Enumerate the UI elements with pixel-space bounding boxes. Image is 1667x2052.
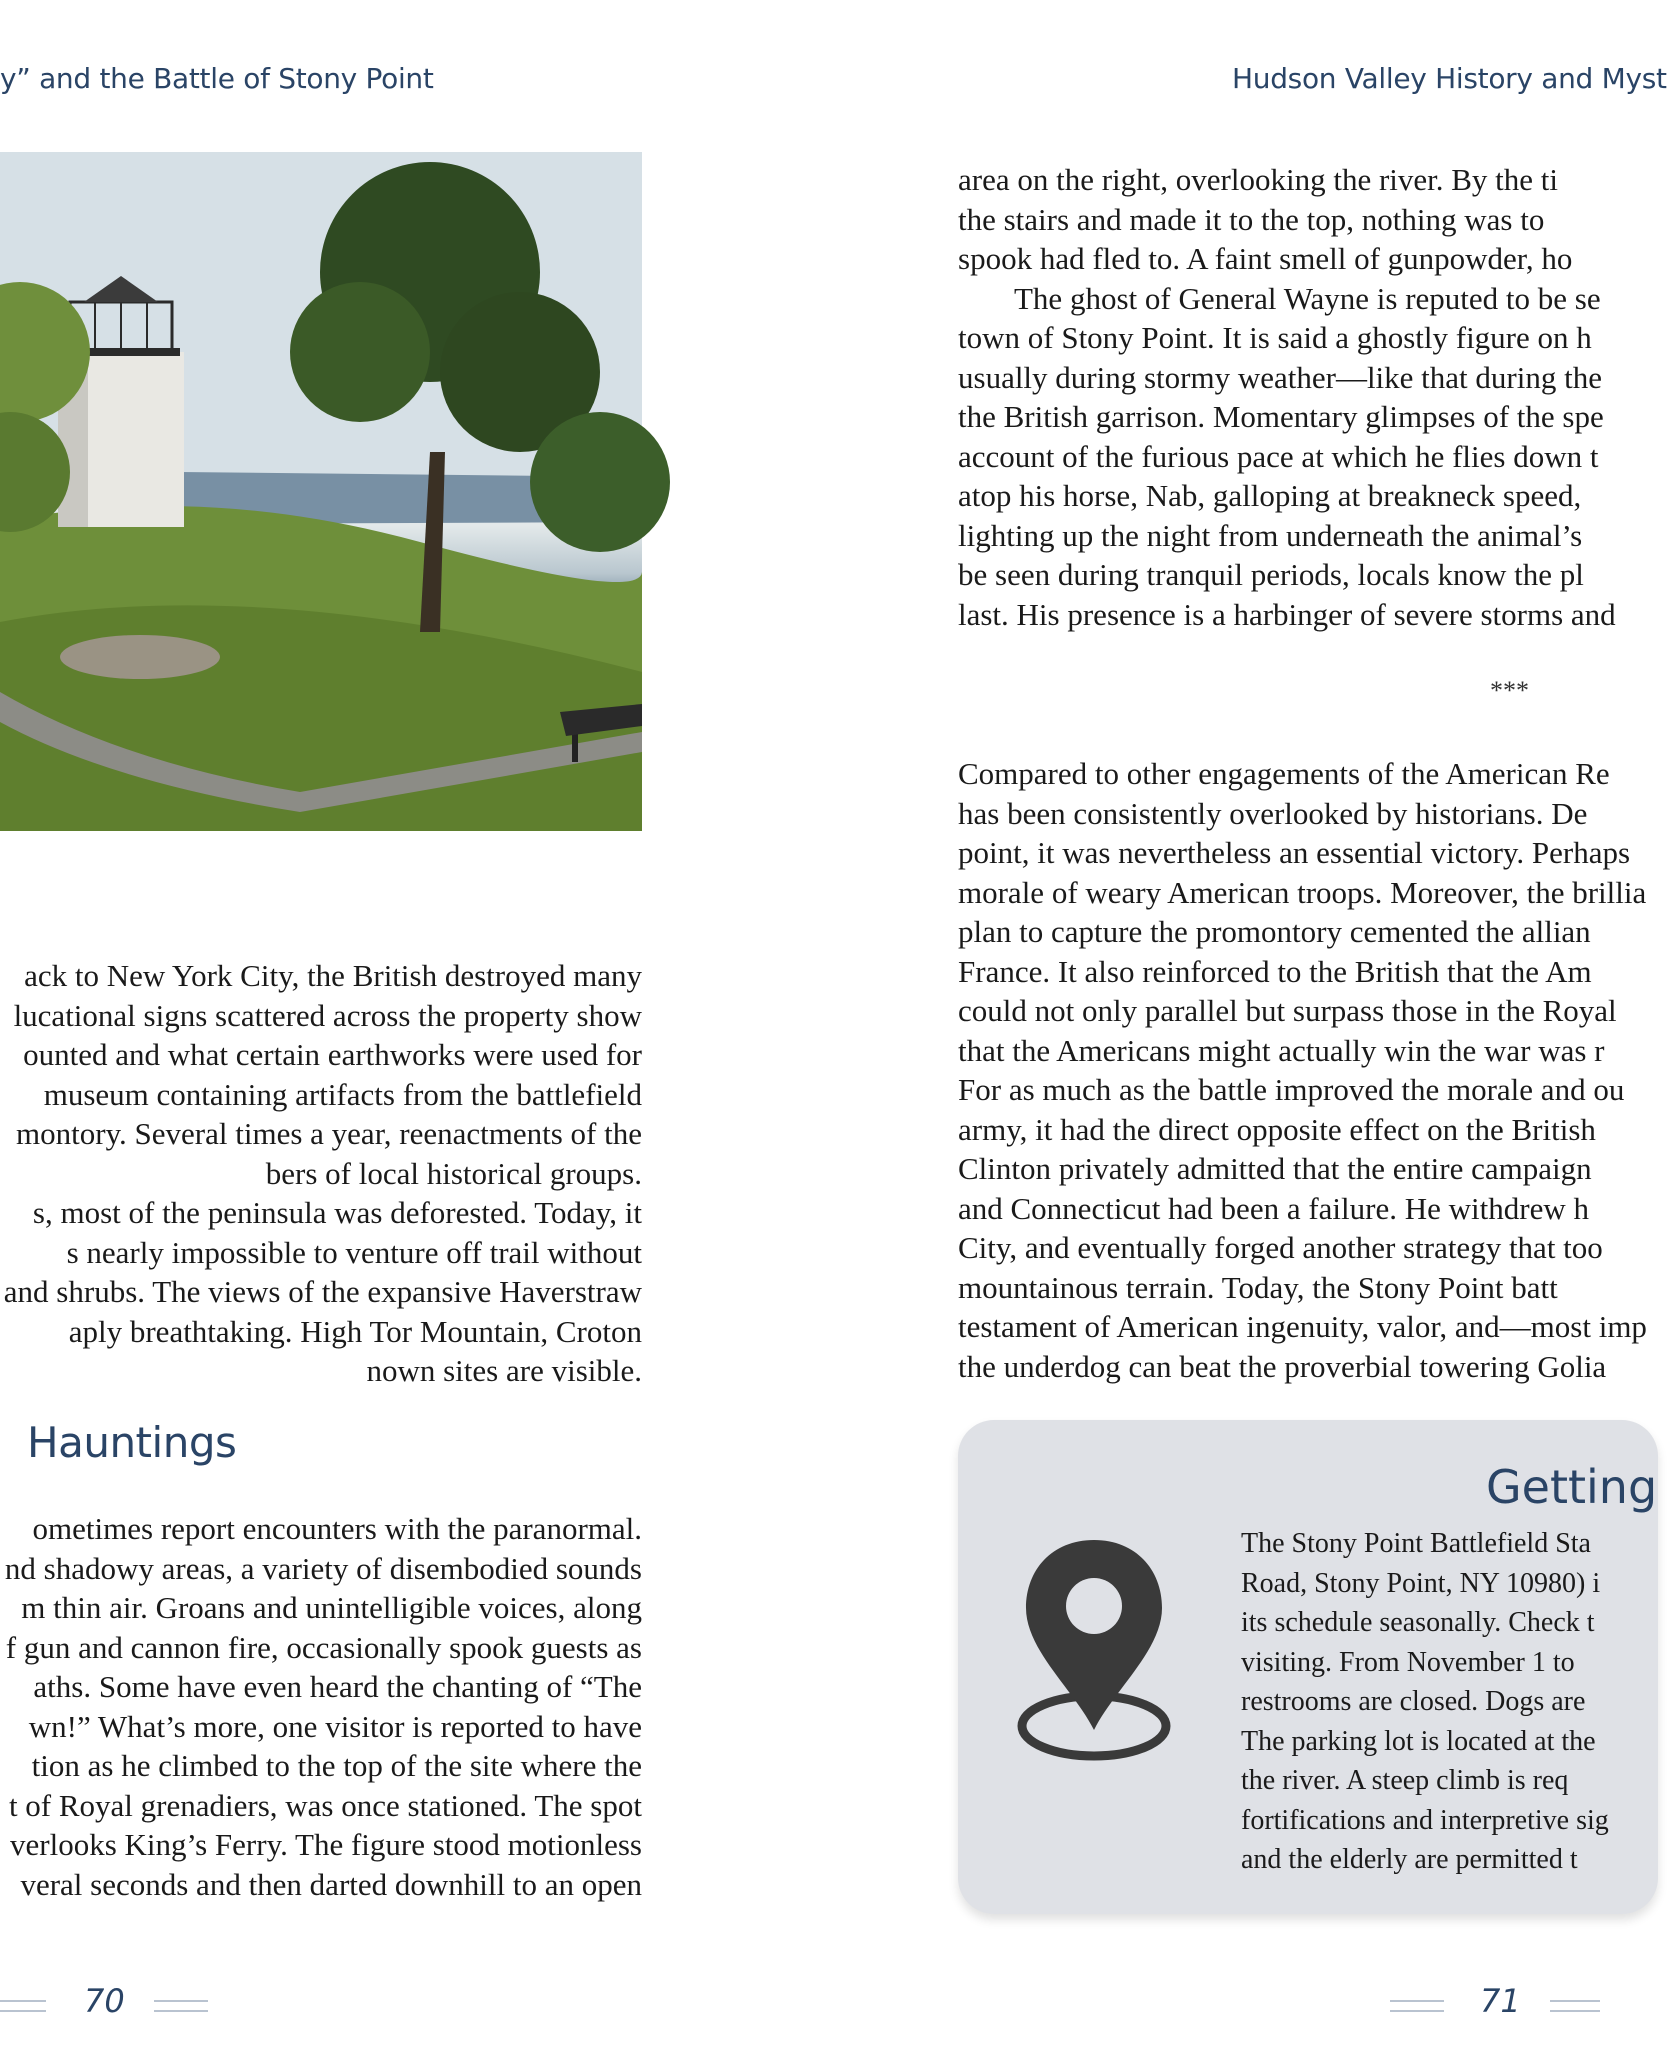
text-line: museum containing artifacts from the battlefield	[43, 1076, 642, 1112]
text-line: aths. Some have even heard the chanting of “The	[33, 1669, 642, 1704]
text-line: testament of American ingenuity, valor, and—most imp	[958, 1309, 1647, 1344]
right-page-ghost-paragraphs	[958, 160, 1616, 634]
text-line: montory. Several times a year, reenactments of the	[16, 1116, 642, 1151]
text-line: ounted and what certain earthworks were used for	[23, 1037, 642, 1072]
text-line: ack to New York City, the British destroyed many	[24, 958, 642, 993]
lighthouse-photo	[0, 152, 642, 831]
section-separator: ***	[1490, 676, 1529, 705]
text-line: the river. A steep climb is req	[1241, 1765, 1569, 1796]
page-number-ornament	[1550, 2000, 1600, 2012]
text-line: last. His presence is a harbinger of severe storms and	[958, 596, 1616, 632]
text-line: tion as he climbed to the top of the site where the	[31, 1748, 642, 1783]
running-head-right: Hudson Valley History and Myst	[1232, 62, 1667, 95]
text-line: could not only parallel but surpass those in the Royal	[958, 993, 1617, 1028]
text-line: nd shadowy areas, a variety of disembodied sounds	[4, 1550, 642, 1586]
page-number-ornament	[0, 2000, 46, 2012]
text-line: restrooms are closed. Dogs are	[1241, 1686, 1586, 1717]
text-line: and shrubs. The views of the expansive Haverstraw	[3, 1274, 642, 1309]
page-number-left: 70	[84, 1982, 125, 2020]
text-line: aply breathtaking. High Tor Mountain, Croton	[68, 1313, 642, 1349]
text-line: usually during stormy weather—like that during the	[958, 359, 1602, 395]
text-line: France. It also reinforced to the British that the Am	[958, 953, 1592, 989]
text-line: veral seconds and then darted downhill to an open	[20, 1866, 642, 1902]
text-line: plan to capture the promontory cemented the allian	[958, 914, 1591, 949]
text-line: point, it was nevertheless an essential victory. Perhaps	[958, 835, 1631, 870]
text-line: The parking lot is located at the	[1241, 1725, 1596, 1757]
text-line: town of Stony Point. It is said a ghostly figure on h	[958, 320, 1592, 355]
text-line: verlooks King’s Ferry. The figure stood motionless	[10, 1827, 642, 1862]
text-line: and Connecticut had been a failure. He withdrew h	[958, 1190, 1589, 1226]
text-line: and the elderly are permitted t	[1241, 1844, 1578, 1875]
text-line: t of Royal grenadiers, was once stationed. The spot	[8, 1787, 642, 1823]
sidebar-title: Getting	[1486, 1460, 1658, 1514]
running-head-left: y” and the Battle of Stony Point	[0, 62, 434, 95]
text-line: City, and eventually forged another strategy that too	[958, 1230, 1603, 1265]
text-line: s nearly impossible to venture off trail without	[66, 1234, 642, 1270]
text-line: the stairs and made it to the top, nothing was to	[958, 201, 1545, 237]
text-line: lucational signs scattered across the property show	[13, 997, 642, 1033]
text-line: the underdog can beat the proverbial towering Golia	[958, 1348, 1607, 1384]
section-heading-hauntings: Hauntings	[27, 1418, 237, 1467]
text-line: Compared to other engagements of the American Re	[958, 756, 1610, 791]
text-line: ometimes report encounters with the paranormal.	[32, 1511, 642, 1546]
page-number-ornament	[154, 2000, 208, 2012]
text-line: Clinton privately admitted that the entire campaign	[958, 1151, 1592, 1186]
text-line: fortifications and interpretive sig	[1241, 1804, 1609, 1836]
text-line: wn!” What’s more, one visitor is reported to have	[28, 1708, 642, 1744]
text-line: account of the furious pace at which he flies down t	[958, 438, 1599, 474]
text-line: has been consistently overlooked by historians. De	[958, 795, 1588, 831]
text-line: lighting up the night from underneath the animal’s	[958, 517, 1583, 553]
text-line: nown sites are visible.	[366, 1353, 642, 1388]
hauntings-paragraph	[5, 1509, 642, 1904]
text-line: m thin air. Groans and unintelligible voices, along	[21, 1590, 642, 1625]
text-line: spook had fled to. A faint smell of gunpowder, ho	[958, 241, 1573, 276]
text-line: The ghost of General Wayne is reputed to be se	[1014, 280, 1601, 316]
text-line: area on the right, overlooking the river. By the ti	[958, 162, 1559, 197]
text-line: Road, Stony Point, NY 10980) i	[1241, 1567, 1601, 1599]
text-line: s, most of the peninsula was deforested. Today, it	[32, 1195, 642, 1230]
page-number-ornament	[1390, 2000, 1444, 2012]
text-line: its schedule seasonally. Check t	[1241, 1607, 1595, 1638]
text-line: f gun and cannon fire, occasionally spook guests as	[5, 1629, 642, 1665]
text-line: army, it had the direct opposite effect on the British	[958, 1111, 1596, 1147]
text-line: morale of weary American troops. Moreover, the brillia	[958, 874, 1647, 910]
map-pin-icon	[1014, 1530, 1174, 1775]
text-line: be seen during tranquil periods, locals know the pl	[958, 557, 1584, 592]
text-line: For as much as the battle improved the morale and ou	[958, 1072, 1625, 1107]
text-line: visiting. From November 1 to	[1241, 1646, 1575, 1678]
text-line: mountainous terrain. Today, the Stony Point batt	[958, 1269, 1558, 1305]
text-line: the British garrison. Momentary glimpses of the spe	[958, 399, 1604, 434]
right-page-closing-paragraph	[958, 754, 1647, 1386]
sidebar-text	[1241, 1524, 1609, 1880]
text-line: atop his horse, Nab, galloping at breakneck speed,	[958, 478, 1582, 513]
text-line: The Stony Point Battlefield Sta	[1241, 1528, 1591, 1559]
left-page-paragraphs	[4, 956, 642, 1391]
page-number-right: 71	[1480, 1982, 1521, 2020]
text-line: that the Americans might actually win the war was r	[958, 1032, 1605, 1068]
text-line: bers of local historical groups.	[265, 1155, 642, 1191]
